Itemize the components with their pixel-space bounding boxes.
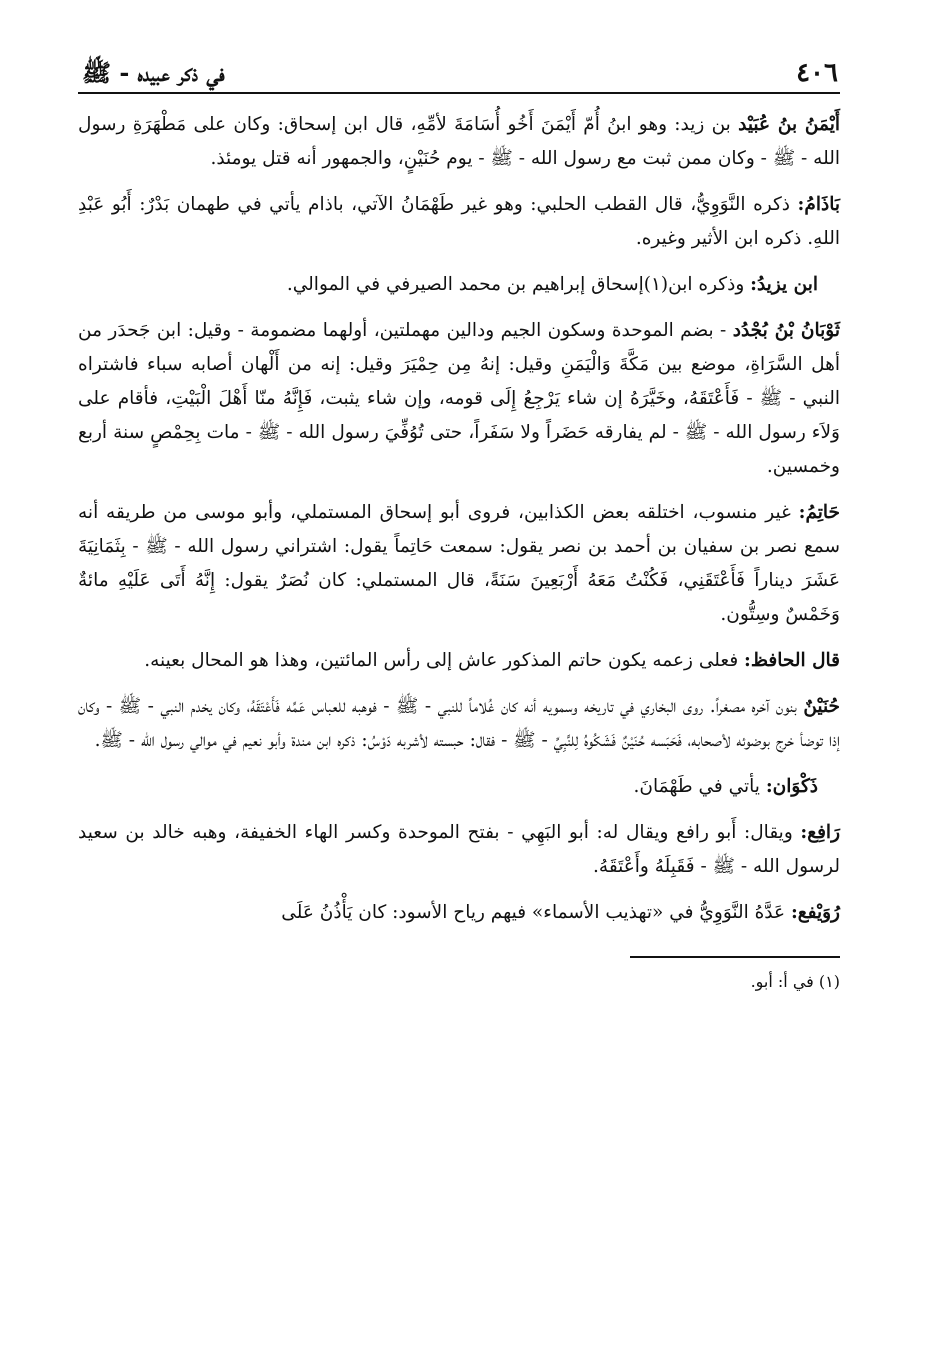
entry-lemma: بَاذَامُ: bbox=[797, 194, 840, 215]
entry-ibn-yazid bbox=[78, 268, 840, 302]
entry-hunayn bbox=[78, 690, 840, 758]
entry-text: عَدَّهُ النَّوَوِيُّ في «تهذيب الأسماء» فيهم رياح الأسود: كان يَأْذُنُ عَلَى bbox=[281, 902, 791, 923]
entry-text: بن زيد: وهو ابنُ أُمّ أَيْمَنَ أَخُو أُسَامَةَ لأمِّهِ، قال ابن إسحاق: وكان على مَطْهَرَةِ رسول الله - ﷺ - وكان ممن ثبت مع رسول الله - ﷺ - يوم حُنَيْنٍ، والجمهور أنه قتل يومئذ. bbox=[78, 114, 840, 169]
entry-lemma: ثَوْبَانُ بْنُ بُجْدُد bbox=[732, 320, 840, 341]
footnote: (١) في أ: أبو. bbox=[750, 972, 840, 991]
entry-text: غير منسوب، اختلقه بعض الكذابين، فروى أبو إسحاق المستملي، وأبو موسى من طريقه أنه سمع نصر بن سفيان بن أحمد بن نصر يقول: سمعت حَاتِماً يقول: اشتراني رسول الله - ﷺ - بِثَمَانِيَةَ عَشَرَ ديناراً فَأَعْتَقَنِي، فَكُنْتُ مَعَهُ أَرْبَعِينَ سَنَةً، قال المستملي: كان نُصَرٌ يقول: إِنَّهُ أَتَى عَلَيْهِ مائةٌ وَخَمْسٌ وسِتُّون. bbox=[78, 502, 840, 625]
entry-lemma: أَيْمَنُ بنُ عُبَيْد bbox=[738, 114, 840, 135]
page-body bbox=[78, 94, 840, 930]
entry-text: ويقال: أَبو رافع ويقال له: أبو البَهِي - بفتح الموحدة وكسر الهاء الخفيفة، وهبه خالد بن سعيد لرسول الله - ﷺ - فَقَبِلَهُ وأَعْتَقَهُ. bbox=[78, 822, 840, 877]
entry-lemma: رَافِع: bbox=[800, 822, 840, 843]
entry-thawban bbox=[78, 314, 840, 484]
entry-dhakwan bbox=[78, 770, 840, 804]
page-header bbox=[78, 56, 840, 94]
entry-lemma: رُوَيْفع: bbox=[790, 902, 840, 923]
entry-lemma: حَاتِمُ: bbox=[798, 502, 840, 523]
entry-hafiz-note bbox=[78, 644, 840, 678]
entry-text: - بضم الموحدة وسكون الجيم ودالين مهملتين، أولهما مضمومة - وقيل: ابن جَحدَر من أهل السَّرَاةِ، موضع بين مَكَّةَ وَالْيَمَنِ وقيل: إنهُ مِن حِمْيَرَ وقيل: إنه من أَلْهان أصابه سباء فاشتراه النبي - ﷺ - فَأَعْتَقَهُ، وخَيَّرَهُ إن شاء يَرْجِعُ إِلَى قومه، وإن شاء يثبت، فَإِنَّهُ منّا أَهْلَ الْبَيْتِ، فأقام على وَلاَء رسول الله - ﷺ - لم يفارقه حَضَراً ولا سَفَراً، حتى تُوُفِّيَ رسول الله - ﷺ - مات بِحِمْصٍ سنة أربع وخمسين. bbox=[78, 320, 840, 477]
page-number: ٤٠٦ bbox=[796, 58, 838, 88]
footnote-area bbox=[78, 956, 840, 996]
entry-rafi bbox=[78, 816, 840, 884]
entry-ayman bbox=[78, 108, 840, 176]
entry-text: ذكره النَّوَوِيُّ، قال القطب الحلبي: وهو غير طَهْمَانُ الآتي، باذام يأتي في طهمان بَدْرٌ: أَبُو عَبْدِ اللهِ. ذكره ابن الأثير وغيره. bbox=[78, 194, 840, 249]
footnote-separator bbox=[630, 956, 840, 958]
entry-lemma: ذَكْوَان: bbox=[765, 776, 818, 797]
document-page bbox=[78, 56, 840, 1346]
entry-lemma: ابن يزيدُ: bbox=[750, 274, 818, 295]
entry-text: بنون آخره مصغراً. روى البخاري في تاريخه وسمويه أنه كان غُلاماً للنبي - ﷺ - فوهبه للعباس عَمِّه فَأَعْتَقَهُ، وكان يخدم النبي - ﷺ - وكان إذا توضأ خرج بوضوئه لأصحابه، فَحَبَسه حُنَيْنٌ فَشَكُوهُ لِلنَّبِيِّ - ﷺ - فقال: حبسته لأشربه دَوْسُ: ذكره ابن مندة وأبو نعيم في موالي رسول الله - ﷺ. bbox=[78, 696, 840, 751]
entry-text: وذكره ابن(١)إسحاق إبراهيم بن محمد الصيرفي في الموالي. bbox=[286, 274, 751, 295]
entry-text: فعلى زعمه يكون حاتم المذكور عاش إلى رأس المائتين، وهذا هو المحال بعينه. bbox=[144, 650, 745, 671]
running-title: في ذكر عبيده - ﷺ bbox=[82, 58, 225, 87]
entry-lemma: قال الحافظ: bbox=[744, 650, 840, 671]
entry-lemma: حُنَيْنٌ bbox=[803, 696, 840, 717]
entry-text: يأتي في طَهْمَانَ. bbox=[633, 776, 766, 797]
entry-badham bbox=[78, 188, 840, 256]
entry-ruwayfi bbox=[78, 896, 840, 930]
entry-hatim bbox=[78, 496, 840, 632]
